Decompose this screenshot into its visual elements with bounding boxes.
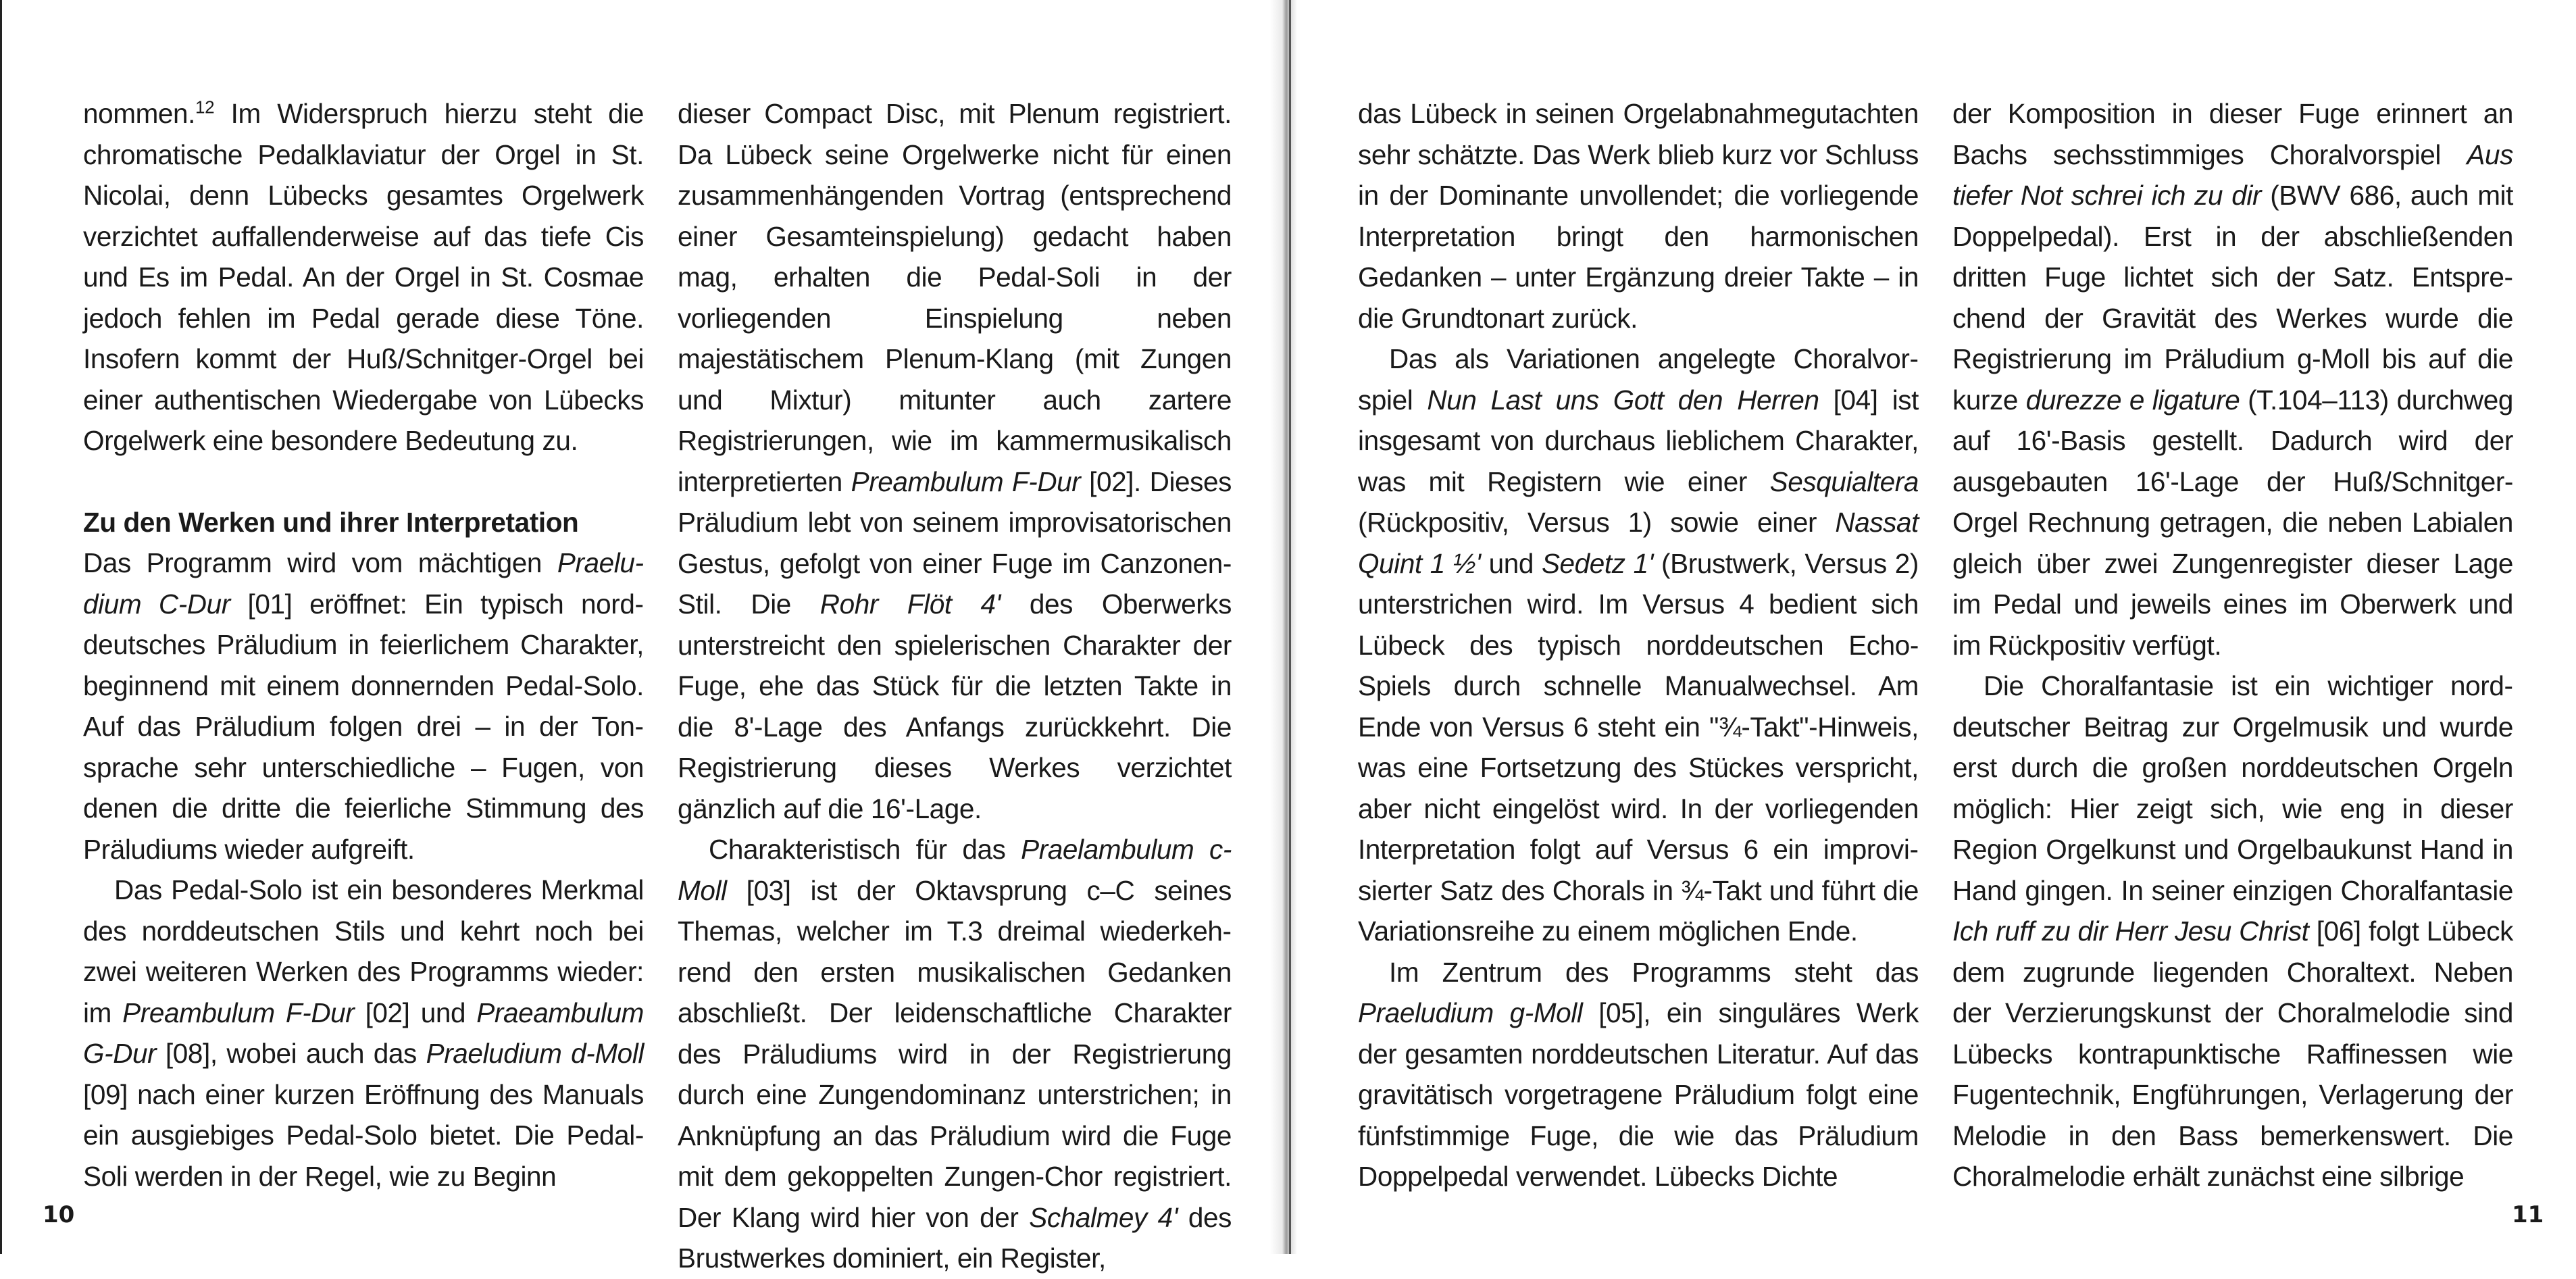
section-heading: Zu den Werken und ihrer Interpretation [83,506,579,538]
paragraph: Die Choralfantasie ist ein wichtiger norddeutscher Beitrag zur Orgelmusik und wurde erst durch die großen norddeutschen Orgeln möglich: Hier zeigt sich, wie eng in dieser Region Orgelkunst und Orgelbaukunst Hand in Hand gingen. In seiner einzigen Choralfantasie Ich ruff zu dir Herr Jesu Christ [06] folgt Lübeck dem zugrunde liegenden Choraltext. Neben der Verzierungskunst der Choralmelodie sind Lübecks kontrapunktische Raffinessen wie Fugentechnik, Engführungen, Verlagerung der Melodie in den Bass bemerkenswert. Die Choralmelodie erhält zunächst eine silbrige [1952,670,2514,1192]
paragraph: der Komposition in dieser Fuge erinnert an Bachs sechsstimmiges Choralvorspiel Aus tiefer Not schrei ich zu dir (BWV 686, auch mit Doppelpedal). Erst in der abschließenden dritten Fuge lichtet sich der Satz. Entsprechend der Gravität des Werkes wurde die Registrierung im Präludium g-Moll bis auf die kurze durezze e ligature (T.104–113) durchweg auf 16'-Basis gestellt. Dadurch wird der ausgebauten 16'-Lage der Huß/Schnitger-Orgel Rechnung getragen, die neben Labialen gleich über zwei Zungenregister dieser Lage im Pedal und jeweils eines im Oberwerk und im Rückpositiv verfügt. [1952,98,2513,661]
left-page-column-2 [678,93,1232,1279]
footnote-ref: 12 [195,97,215,118]
page-number-left: 10 [43,1201,75,1228]
left-page-column-1 [83,93,644,1197]
left-page [0,0,1287,1274]
paragraph: Charakteristisch für das Praelambulum c-Moll [03] ist der Oktavsprung c–C seines Themas, welcher im T.3 dreimal wiederkehrend den ersten musikalischen Gedanken abschließt. Der leidenschaftliche Charakter des Präludiums wird in der Registrierung durch eine Zungendominanz unterstrichen; in Anknüpfung an das Präludium wird die Fuge mit dem gekoppelten Zungen-Chor registriert. Der Klang wird hier von der Schalmey 4' des Brustwerkes dominiert, ein Register, [678,834,1232,1274]
right-page-column-1 [1358,93,1919,1197]
paragraph: Im Zentrum des Programms steht das Praeludium g-Moll [05], ein singuläres Werk der gesamten norddeutschen Literatur. Auf das gravitätisch vorgetragene Präludium folgt eine fünfstimmige Fuge, die wie das Präludium Doppelpedal verwendet. Lübecks Dichte [1358,956,1919,1192]
page-number-right: 11 [2512,1201,2544,1228]
right-page-column-2 [1952,93,2513,1197]
right-page [1290,0,2576,1254]
paragraph: dieser Compact Disc, mit Plenum registriert. Da Lübeck seine Orgelwerke nicht für einen zusammenhängenden Vortrag (entsprechend einer Gesamteinspielung) gedacht haben mag, erhalten die Pedal-Soli in der vorliegenden Einspielung neben majestätischem Plenum-Klang (mit Zungen und Mixtur) mitunter auch zartere Registrierungen, wie im kammermusikalisch interpretierten Preambulum F-Dur [02]. Dieses Präludium lebt von seinem improvisatorischen Gestus, gefolgt von einer Fuge im Canzonen-Stil. Die Rohr Flöt 4' des Oberwerks unterstreicht den spielerischen Charakter der Fuge, ehe das Stück für die letzten Takte in die 8'-Lage des Anfangs zurückkehrt. Die Registrierung dieses Werkes verzichtet gänzlich auf die 16'-Lage. [678,98,1232,824]
paragraph: das Lübeck in seinen Orgelabnahmegutachten sehr schätzte. Das Werk blieb kurz vor Schluss in der Dominante unvollendet; die vorliegende Interpretation bringt den harmonischen Gedanken – unter Ergänzung dreier Takte – in die Grundtonart zurück. [1358,98,1919,334]
paragraph: Das Pedal-Solo ist ein besonderes Merkmal des norddeutschen Stils und kehrt noch bei zwei weiteren Werken des Programms wieder: im Preambulum F-Dur [02] und Praeambulum G-Dur [08], wobei auch das Praeludium d-Moll [09] nach einer kurzen Eröffnung des Manuals ein ausgiebiges Pedal-Solo bietet. Die Pedal-Soli werden in der Regel, wie zu Beginn [83,874,644,1192]
paragraph: Das Programm wird vom mächtigen Praeludium C-Dur [01] eröffnet: Ein typisch norddeutsches Präludium in feierlichem Charakter, beginnend mit einem donnernden Pedal-Solo. Auf das Präludium folgen drei – in der Tonsprache sehr unterschiedliche – Fugen, von denen die dritte die feierliche Stimmung des Präludiums wieder aufgreift. [83,547,644,865]
paragraph: nommen.$^{12}$ Im Widerspruch hierzu steht die chromatische Pedalklaviatur der Orgel in St. Nicolai, denn Lübecks gesamtes Orgelwerk verzichtet auffallenderweise auf das tiefe Cis und Es im Pedal. An der Orgel in St. Cosmae jedoch fehlen im Pedal gerade diese Töne. Insofern kommt der Huß/Schnitger-Orgel bei einer authentischen Wiedergabe von Lübecks Orgelwerk eine besondere Bedeutung zu. [83,97,644,456]
paragraph: Das als Variationen angelegte Choralvorspiel Nun Last uns Gott den Herren [04] ist insgesamt von durchaus lieblichem Charakter, was mit Registern wie einer Sesquialtera (Rückpositiv, Versus 1) sowie einer Nassat Quint 1 ½' und Sedetz 1' (Brustwerk, Versus 2) unterstrichen wird. Im Versus 4 bedient sich Lübeck des typisch norddeutschen Echo-Spiels durch schnelle Manualwechsel. Am Ende von Versus 6 steht ein "¾-Takt"-Hinweis, was eine Fortsetzung des Stückes verspricht, aber nicht eingelöst wird. In der vorliegenden Interpretation folgt auf Versus 6 ein improvisierter Satz des Chorals in ¾-Takt und führt die Variationsreihe zu einem möglichen Ende. [1358,343,1919,947]
